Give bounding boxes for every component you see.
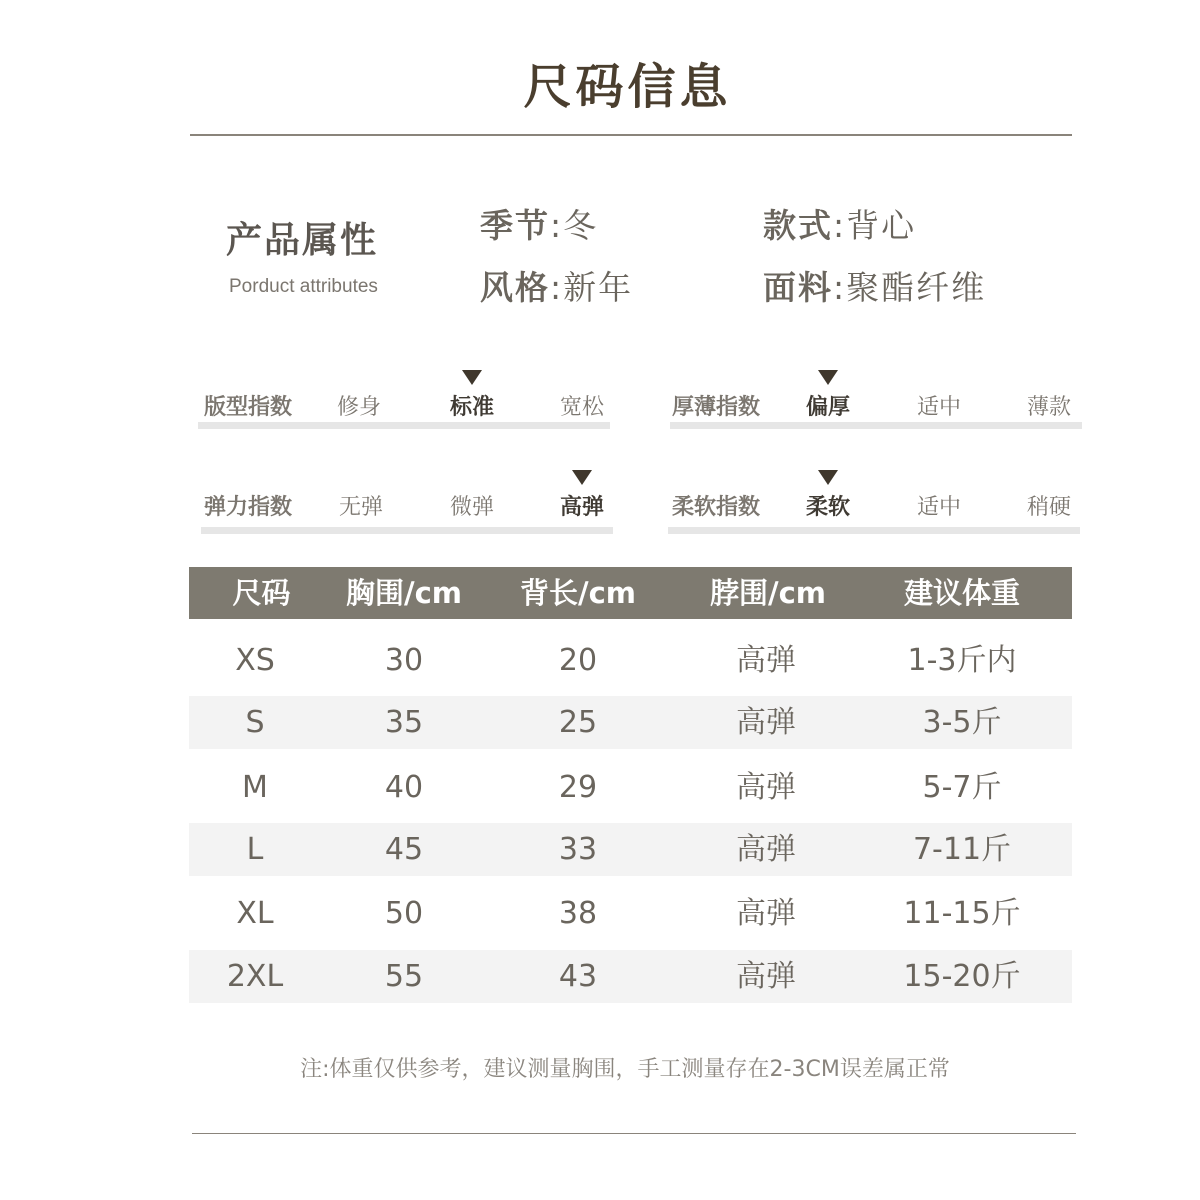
cell-weight: 1-3斤内 [907,643,1017,678]
attr-type-value: 背心 [846,206,917,245]
selected-marker-icon [818,370,838,385]
header-weight: 建议体重 [903,576,1020,610]
attr-season-value: 冬 [563,206,599,245]
cell-back-length: 43 [558,959,598,994]
cell-size: 2XL [226,959,284,994]
scale-elasticity-track [201,527,613,534]
scale-fit-option: 修身 [336,395,381,420]
cell-neck: 高弹 [736,643,796,678]
cell-weight: 15-20斤 [903,959,1021,994]
scale-elasticity-option: 无弹 [338,495,383,520]
attr-style [480,262,633,309]
selected-marker-icon [818,470,838,485]
scale-softness-track [668,527,1080,534]
attr-colon: : [833,268,847,307]
scale-elasticity-option: 微弹 [449,495,494,520]
selected-marker-icon [572,470,592,485]
cell-neck: 高弹 [736,832,796,867]
title-divider [190,134,1072,136]
attributes-subheading: Porduct attributes [229,276,378,297]
attr-fabric-key: 面料 [763,268,833,307]
scale-thickness-track [670,422,1082,429]
attr-fabric [763,262,986,309]
scale-fit-option-selected: 标准 [449,395,494,420]
attributes-heading: 产品属性 [226,220,379,261]
selected-marker-icon [462,370,482,385]
cell-chest: 45 [384,832,424,867]
cell-chest: 30 [384,643,424,678]
cell-size: M [242,770,268,805]
scale-thickness-option-selected: 偏厚 [805,395,850,420]
header-back-length: 背长/cm [519,576,636,610]
scale-fit-track [198,422,610,429]
cell-back-length: 25 [558,705,598,740]
attr-style-value: 新年 [563,268,634,307]
attr-colon: : [550,268,564,307]
cell-neck: 高弹 [736,896,796,931]
cell-neck: 高弹 [736,959,796,994]
header-size: 尺码 [232,576,291,610]
cell-chest: 35 [384,705,424,740]
attr-colon: : [550,206,564,245]
cell-size: XL [236,896,274,931]
scale-softness-option: 稍硬 [1026,495,1071,520]
cell-size: S [245,705,265,740]
cell-chest: 55 [384,959,424,994]
attr-season [480,200,598,247]
attr-type-key: 款式 [763,206,833,245]
scale-thickness-label: 厚薄指数 [672,395,761,420]
attr-colon: : [833,206,847,245]
scale-softness-option: 适中 [916,495,961,520]
cell-weight: 7-11斤 [912,832,1012,867]
cell-neck: 高弹 [736,770,796,805]
cell-chest: 50 [384,896,424,931]
header-chest: 胸围/cm [345,576,462,610]
attr-style-key: 风格 [480,268,550,307]
scale-softness-option-selected: 柔软 [805,495,850,520]
cell-neck: 高弹 [736,705,796,740]
cell-size: L [246,832,264,867]
cell-back-length: 33 [558,832,598,867]
cell-weight: 5-7斤 [922,770,1002,805]
scale-softness-label: 柔软指数 [672,495,761,520]
cell-back-length: 38 [558,896,598,931]
attr-season-key: 季节 [480,206,550,245]
header-neck: 脖围/cm [709,576,826,610]
scale-thickness-option: 薄款 [1026,395,1071,420]
footnote: 注:体重仅供参考，建议测量胸围，手工测量存在2-3CM误差属正常 [300,1057,950,1082]
attr-fabric-value: 聚酯纤维 [846,268,987,307]
scale-thickness-option: 适中 [916,395,961,420]
scale-fit-option: 宽松 [559,395,604,420]
cell-chest: 40 [384,770,424,805]
page-title: 尺码信息 [523,59,732,115]
footer-divider [192,1133,1076,1134]
cell-weight: 11-15斤 [903,896,1021,931]
cell-weight: 3-5斤 [922,705,1002,740]
cell-size: XS [235,643,275,678]
scale-fit-label: 版型指数 [204,395,293,420]
cell-back-length: 20 [558,643,598,678]
attr-type [763,200,916,247]
cell-back-length: 29 [558,770,598,805]
scale-elasticity-label: 弹力指数 [204,495,293,520]
scale-elasticity-option-selected: 高弹 [559,495,604,520]
